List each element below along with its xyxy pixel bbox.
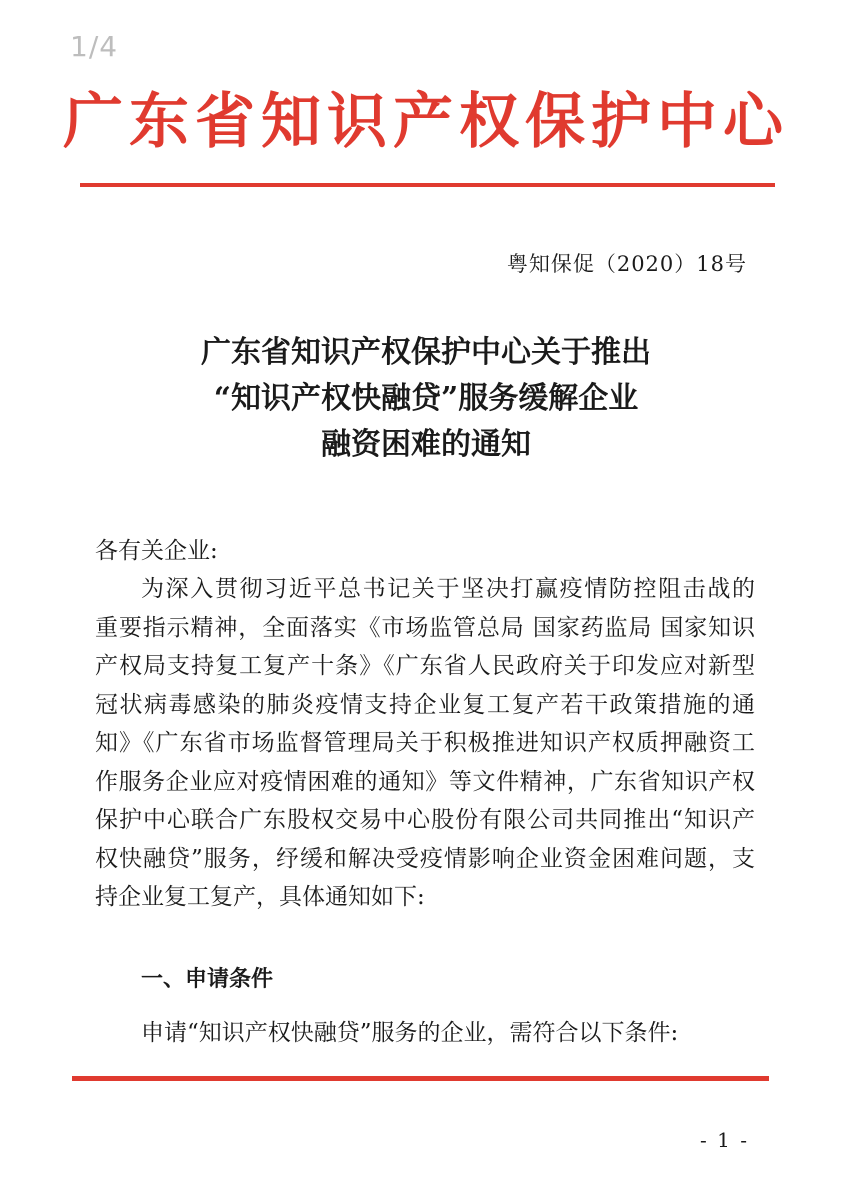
document-number: 粤知保促（2020）18号 [506, 252, 747, 276]
page-indicator: 1/4 [70, 30, 119, 63]
section-intro: 申请“知识产权快融贷”服务的企业，需符合以下条件: [141, 1020, 679, 1046]
body-line: 作服务企业应对疫情困难的通知》等文件精神，广东省知识产权 [95, 768, 755, 795]
body-line: 为深入贯彻习近平总书记关于坚决打赢疫情防控阻击战的 [141, 576, 755, 602]
section-heading: 一、申请条件 [141, 967, 274, 992]
body-paragraph [95, 570, 755, 917]
body-line: 重要指示精神，全面落实《市场监管总局 国家药监局 国家知识 [95, 614, 755, 641]
body-line: 保护中心联合广东股权交易中心股份有限公司共同推出“知识产 [95, 807, 755, 833]
body-line: 权快融贷”服务，纾缓和解决受疫情影响企业资金困难问题，支 [95, 845, 755, 872]
body-line: 冠状病毒感染的肺炎疫情支持企业复工复产若干政策措施的通 [95, 691, 755, 718]
page-number: - 1 - [700, 1128, 749, 1152]
document-title [0, 330, 852, 468]
title-line: 广东省知识产权保护中心关于推出 [201, 335, 651, 370]
body-line: 知》《广东省市场监督管理局关于积极推进知识产权质押融资工 [95, 730, 755, 756]
letterhead-organization: 广东省知识产权保护中心 [63, 87, 789, 157]
footer-divider [72, 1076, 769, 1081]
addressee: 各有关企业: [95, 538, 218, 564]
body-line: 产权局支持复工复产十条》《广东省人民政府关于印发应对新型 [95, 653, 755, 679]
title-line: “知识产权快融贷”服务缓解企业 [213, 381, 639, 416]
letterhead-divider [80, 183, 775, 187]
title-line: 融资困难的通知 [321, 427, 531, 462]
body-line: 持企业复工复产，具体通知如下: [95, 884, 425, 910]
